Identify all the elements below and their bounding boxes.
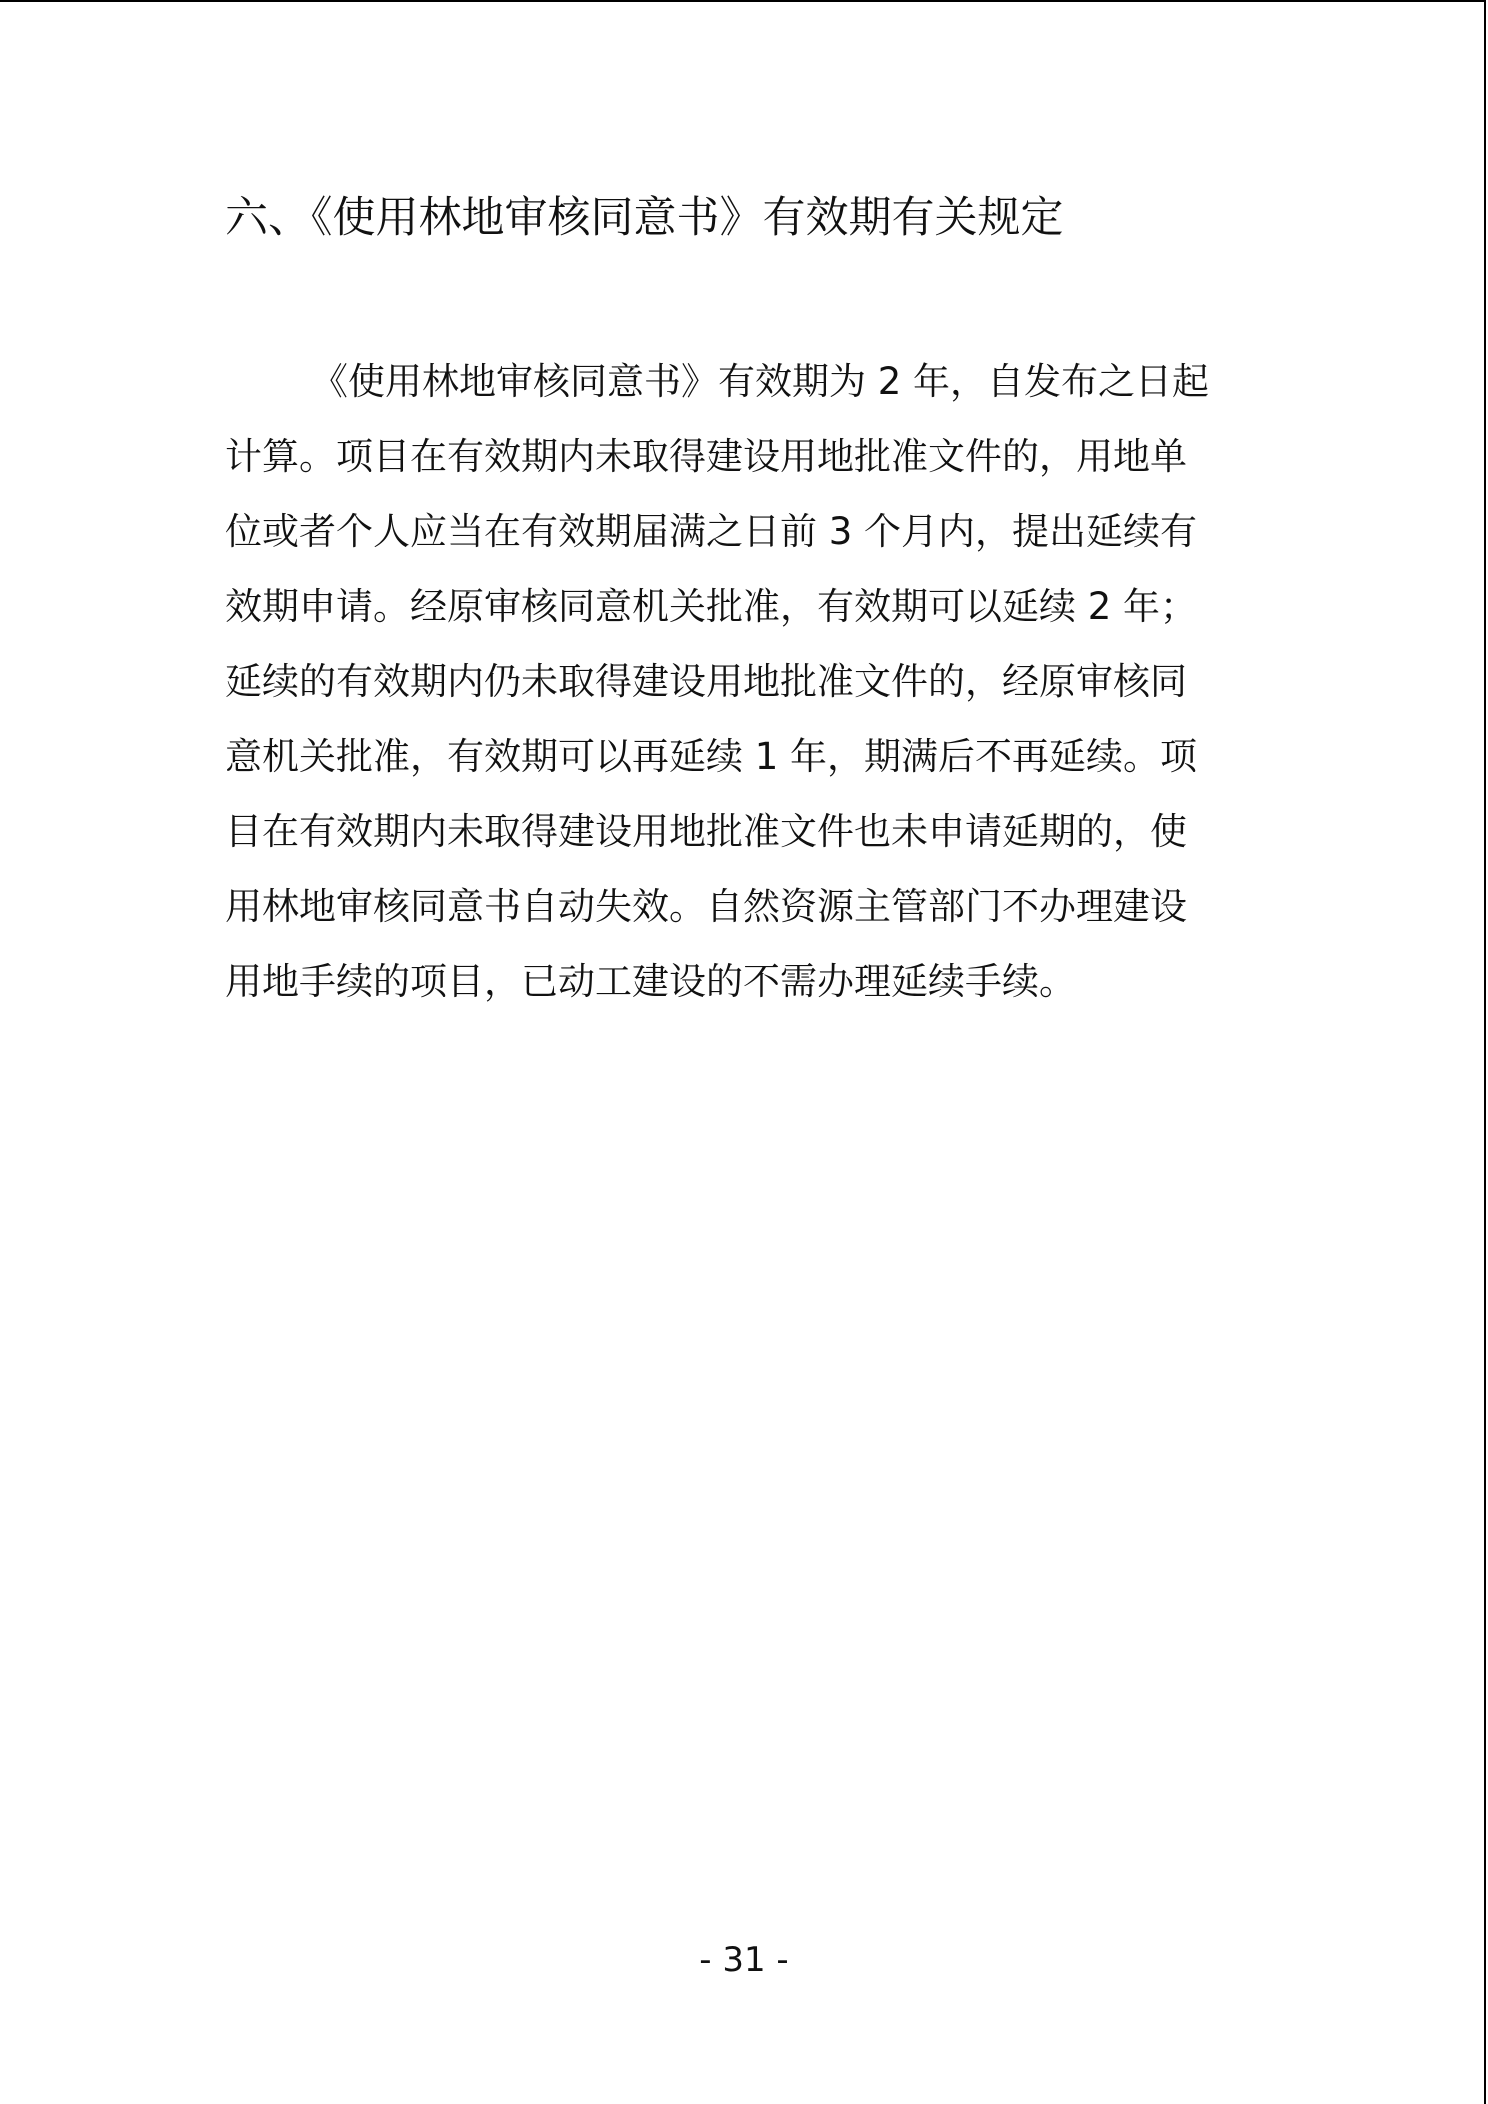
body-paragraph xyxy=(225,344,1265,1019)
paragraph-line: 用地手续的项目，已动工建设的不需办理延续手续。 xyxy=(225,960,1076,1003)
paragraph-line: 位或者个人应当在有效期届满之日前 3 个月内，提出延续有 xyxy=(225,510,1198,553)
paragraph-line: 目在有效期内未取得建设用地批准文件也未申请延期的，使 xyxy=(225,810,1187,853)
section-heading: 六、《使用林地审核同意书》有效期有关规定 xyxy=(225,193,1064,243)
paragraph-line: 效期申请。经原审核同意机关批准，有效期可以延续 2 年； xyxy=(225,585,1198,628)
paragraph-line: 《使用林地审核同意书》有效期为 2 年，自发布之日起 xyxy=(311,360,1210,403)
paragraph-line: 用林地审核同意书自动失效。自然资源主管部门不办理建设 xyxy=(225,885,1187,928)
paragraph-line: 延续的有效期内仍未取得建设用地批准文件的，经原审核同 xyxy=(225,660,1187,703)
paragraph-line: 计算。项目在有效期内未取得建设用地批准文件的，用地单 xyxy=(225,435,1187,478)
page-number: - 31 - xyxy=(699,1940,789,1980)
paragraph-line: 意机关批准，有效期可以再延续 1 年，期满后不再延续。项 xyxy=(225,735,1198,778)
